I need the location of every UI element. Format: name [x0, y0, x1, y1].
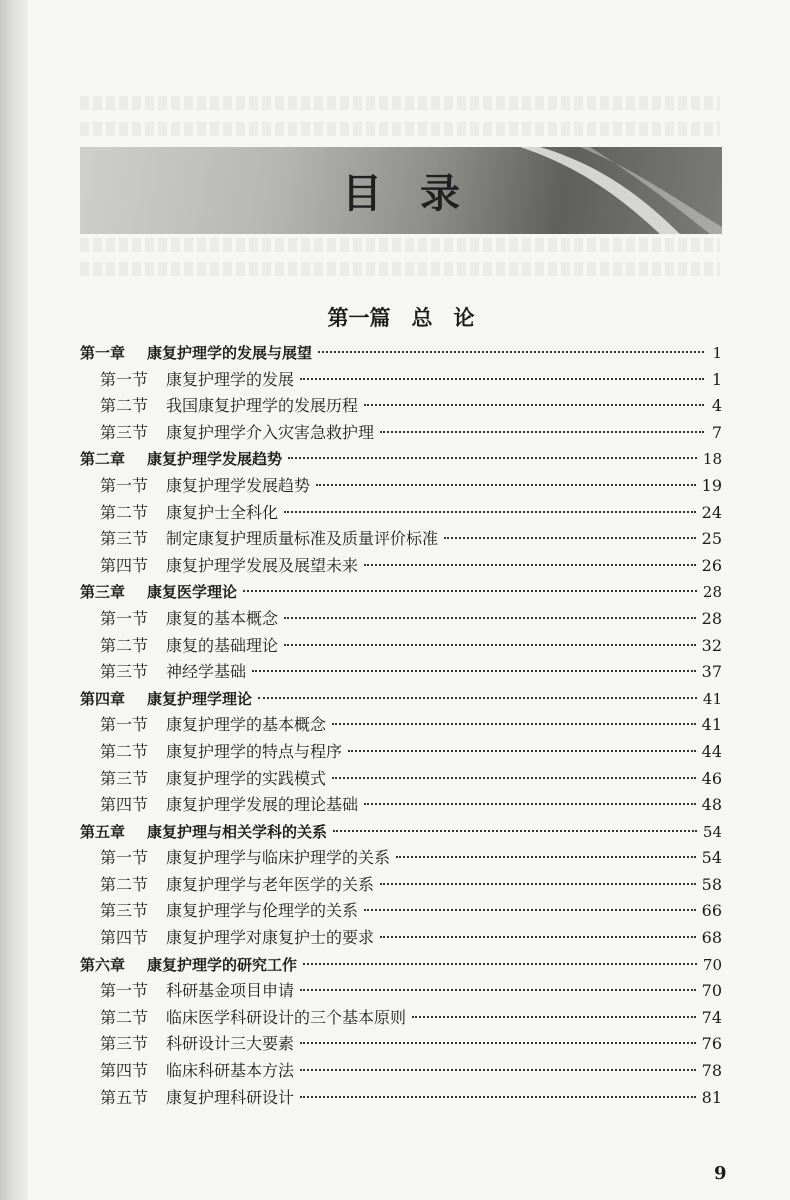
toc-entry-number: 第四节: [100, 1061, 149, 1081]
toc-entry-title: 康复护理学与伦理学的关系: [166, 901, 359, 921]
toc-dot-leader: [396, 856, 696, 858]
toc-section-entry[interactable]: [80, 393, 722, 420]
toc-dot-leader: [332, 723, 696, 725]
toc-entry-title: 康复护理学发展的理论基础: [166, 795, 359, 815]
book-spine-shadow: [0, 0, 28, 1200]
bleed-through-text: [80, 262, 720, 276]
toc-section-entry[interactable]: [80, 606, 722, 633]
page-number: 9: [714, 1163, 727, 1184]
toc-entry-title: 康复的基础理论: [166, 635, 279, 655]
toc-entry-page: 28: [701, 608, 722, 628]
toc-chapter-entry[interactable]: [80, 819, 722, 846]
toc-entry-page: 74: [701, 1007, 722, 1027]
toc-dot-leader: [364, 909, 696, 911]
toc-dot-leader: [243, 590, 697, 592]
toc-entry-number: 第一节: [100, 369, 149, 389]
toc-entry-number: 第二节: [100, 502, 149, 522]
toc-section-entry[interactable]: [80, 1058, 722, 1085]
toc-entry-title: 神经学基础: [166, 662, 247, 682]
toc-dot-leader: [303, 963, 697, 965]
toc-entry-number: 第三节: [100, 768, 149, 788]
toc-entry-number: 第一节: [100, 715, 149, 735]
toc-entry-number: 第二节: [100, 1007, 149, 1027]
toc-dot-leader: [318, 351, 704, 353]
toc-entry-page: 81: [701, 1087, 722, 1107]
toc-dot-leader: [300, 378, 704, 380]
toc-entry-page: 46: [701, 768, 722, 788]
toc-entry-page: 70: [702, 955, 722, 974]
toc-dot-leader: [252, 670, 696, 672]
toc-entry-page: 41: [702, 689, 722, 708]
toc-entry-page: 78: [701, 1061, 722, 1081]
toc-section-entry[interactable]: [80, 659, 722, 686]
toc-entry-title: 康复护士全科化: [166, 502, 279, 522]
toc-entry-title: 康复护理学对康复护士的要求: [166, 928, 375, 948]
toc-section-entry[interactable]: [80, 526, 722, 553]
table-of-contents: [80, 340, 722, 1111]
toc-chapter-entry[interactable]: [80, 446, 722, 473]
toc-entry-number: 第四节: [100, 928, 149, 948]
toc-section-entry[interactable]: [80, 1031, 722, 1058]
toc-entry-number: 第三节: [100, 662, 149, 682]
toc-section-entry[interactable]: [80, 925, 722, 952]
toc-dot-leader: [380, 936, 696, 938]
toc-entry-title: 临床科研基本方法: [166, 1061, 295, 1081]
toc-section-entry[interactable]: [80, 500, 722, 527]
toc-section-entry[interactable]: [80, 553, 722, 580]
toc-entry-page: 7: [711, 422, 722, 442]
toc-entry-page: 32: [701, 635, 722, 655]
toc-entry-title: 康复护理学的实践模式: [166, 768, 327, 788]
toc-entry-number: 第三节: [100, 1034, 149, 1054]
toc-entry-page: 68: [701, 928, 722, 948]
toc-dot-leader: [444, 537, 696, 539]
toc-entry-number: 第一节: [100, 981, 149, 1001]
toc-section-entry[interactable]: [80, 739, 722, 766]
toc-dot-leader: [348, 750, 696, 752]
toc-entry-page: 66: [701, 901, 722, 921]
bleed-through-text: [80, 122, 720, 136]
toc-section-entry[interactable]: [80, 1085, 722, 1112]
toc-entry-page: 28: [702, 583, 722, 602]
toc-chapter-entry[interactable]: [80, 952, 722, 979]
toc-chapter-entry[interactable]: [80, 686, 722, 713]
toc-entry-title: 我国康复护理学的发展历程: [166, 396, 359, 416]
toc-entry-number: 第二节: [100, 396, 149, 416]
toc-chapter-entry[interactable]: [80, 340, 722, 367]
toc-section-entry[interactable]: [80, 766, 722, 793]
toc-entry-title: 康复护理学与老年医学的关系: [166, 874, 375, 894]
toc-entry-title: 康复护理学介入灾害急救护理: [166, 422, 375, 442]
toc-dot-leader: [300, 1042, 696, 1044]
toc-dot-leader: [284, 644, 696, 646]
toc-section-entry[interactable]: [80, 898, 722, 925]
part-title: 第一篇 总 论: [327, 305, 475, 330]
toc-entry-page: 18: [702, 450, 722, 469]
toc-entry-page: 37: [701, 662, 722, 682]
toc-entry-title: 康复护理学的发展: [166, 369, 295, 389]
toc-entry-title: 康复护理科研设计: [166, 1087, 295, 1107]
toc-entry-number: 第四节: [100, 555, 149, 575]
toc-dot-leader: [300, 1096, 696, 1098]
toc-section-entry[interactable]: [80, 1005, 722, 1032]
toc-entry-page: 54: [701, 848, 722, 868]
toc-dot-leader: [300, 1069, 696, 1071]
toc-entry-page: 26: [701, 555, 722, 575]
toc-dot-leader: [364, 803, 696, 805]
toc-entry-title: 康复护理与相关学科的关系: [147, 822, 328, 841]
toc-dot-leader: [284, 511, 696, 513]
toc-dot-leader: [412, 1016, 696, 1018]
toc-dot-leader: [333, 830, 697, 832]
toc-dot-leader: [380, 431, 704, 433]
bleed-through-text: [80, 96, 720, 110]
toc-entry-number: 第四节: [100, 795, 149, 815]
toc-entry-number: 第四章: [80, 689, 126, 708]
toc-entry-number: 第一节: [100, 848, 149, 868]
toc-entry-number: 第一节: [100, 608, 149, 628]
toc-section-entry[interactable]: [80, 420, 722, 447]
toc-entry-number: 第三节: [100, 901, 149, 921]
toc-entry-number: 第二节: [100, 874, 149, 894]
contents-title: 目录: [342, 170, 498, 217]
toc-entry-number: 第一章: [80, 344, 126, 362]
toc-entry-title: 临床医学科研设计的三个基本原则: [166, 1007, 407, 1027]
toc-entry-number: 第三节: [100, 422, 149, 442]
toc-entry-page: 24: [701, 502, 722, 522]
toc-entry-title: 科研设计三大要素: [166, 1034, 295, 1054]
toc-entry-page: 54: [702, 822, 722, 841]
toc-entry-number: 第五节: [100, 1087, 149, 1107]
toc-entry-title: 康复护理学的基本概念: [166, 715, 327, 735]
toc-dot-leader: [258, 697, 697, 699]
toc-entry-title: 康复医学理论: [147, 583, 238, 602]
toc-dot-leader: [364, 564, 696, 566]
toc-entry-page: 19: [701, 475, 722, 495]
toc-entry-page: 44: [701, 741, 722, 761]
toc-entry-title: 康复护理学发展趋势: [166, 475, 311, 495]
bleed-through-text: [80, 238, 720, 252]
contents-banner: [80, 147, 722, 234]
toc-entry-number: 第一节: [100, 475, 149, 495]
toc-dot-leader: [332, 777, 696, 779]
toc-entry-number: 第三章: [80, 583, 126, 602]
toc-section-entry[interactable]: [80, 367, 722, 394]
toc-entry-title: 康复护理学的发展与展望: [147, 344, 313, 362]
toc-entry-number: 第三节: [100, 529, 149, 549]
toc-entry-title: 康复护理学与临床护理学的关系: [166, 848, 391, 868]
toc-section-entry[interactable]: [80, 792, 722, 819]
toc-dot-leader: [380, 883, 696, 885]
toc-dot-leader: [300, 989, 696, 991]
toc-section-entry[interactable]: [80, 633, 722, 660]
toc-entry-page: 58: [701, 874, 722, 894]
toc-dot-leader: [364, 404, 704, 406]
toc-entry-title: 制定康复护理质量标准及质量评价标准: [166, 529, 439, 549]
toc-section-entry[interactable]: [80, 978, 722, 1005]
toc-entry-page: 1: [711, 369, 722, 389]
toc-entry-page: 1: [712, 344, 722, 362]
toc-section-entry[interactable]: [80, 872, 722, 899]
toc-entry-page: 4: [711, 396, 722, 416]
toc-entry-title: 康复护理学理论: [147, 689, 253, 708]
toc-dot-leader: [316, 484, 696, 486]
toc-entry-number: 第二节: [100, 635, 149, 655]
toc-chapter-entry[interactable]: [80, 579, 722, 606]
toc-entry-title: 康复护理学发展及展望未来: [166, 555, 359, 575]
toc-entry-page: 48: [701, 795, 722, 815]
toc-entry-title: 康复护理学发展趋势: [147, 450, 283, 469]
toc-entry-title: 科研基金项目申请: [166, 981, 295, 1001]
toc-entry-page: 41: [701, 715, 722, 735]
toc-entry-title: 康复护理学的特点与程序: [166, 741, 343, 761]
toc-entry-number: 第二节: [100, 741, 149, 761]
toc-entry-number: 第二章: [80, 450, 126, 469]
toc-entry-number: 第五章: [80, 822, 126, 841]
toc-section-entry[interactable]: [80, 712, 722, 739]
toc-section-entry[interactable]: [80, 473, 722, 500]
toc-dot-leader: [288, 457, 697, 459]
toc-section-entry[interactable]: [80, 845, 722, 872]
toc-entry-page: 76: [701, 1034, 722, 1054]
toc-entry-number: 第六章: [80, 955, 126, 974]
toc-entry-page: 70: [701, 981, 722, 1001]
toc-entry-title: 康复的基本概念: [166, 608, 279, 628]
toc-dot-leader: [284, 617, 696, 619]
toc-entry-page: 25: [701, 529, 722, 549]
toc-entry-title: 康复护理学的研究工作: [147, 955, 298, 974]
